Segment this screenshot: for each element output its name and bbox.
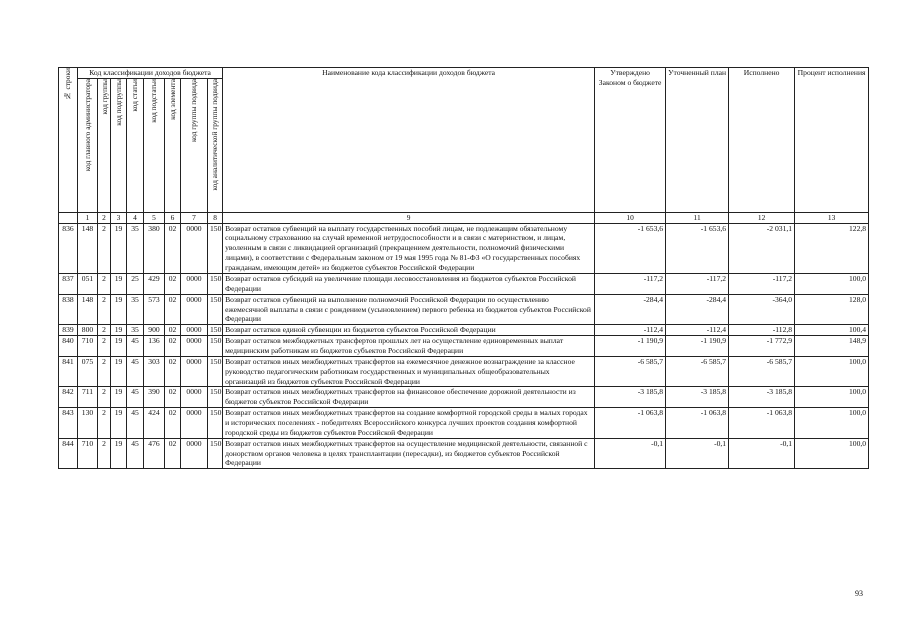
revenue-name: Возврат остатков субвенций на выполнение полномочий Российской Федерации по осуществлению ежемесячной выплаты в связи с рождением (усыновлением) первого ребенка из бюджетов субъектов Российской Федерации — [223, 294, 595, 325]
analytic-group-code: 150 — [208, 387, 223, 408]
revenue-name: Возврат остатков субсидий на увеличение площади лесовосстановления из бюджетов субъектов Российской Федерации — [223, 273, 595, 294]
header-approved: Утверждено Законом о бюджете — [595, 68, 666, 213]
table-row — [59, 387, 869, 408]
header-classification-group: Код классификации доходов бюджета — [78, 68, 223, 79]
group-code: 2 — [98, 294, 111, 325]
executed-amount: -1 063,8 — [729, 408, 795, 439]
subarticle-code: 429 — [144, 273, 165, 294]
admin-code: 711 — [78, 387, 98, 408]
header-article-code: код статьи — [127, 79, 144, 213]
column-number: 7 — [181, 213, 208, 224]
column-number: 2 — [98, 213, 111, 224]
revenue-name: Возврат остатков иных межбюджетных трансфертов на создание комфортной городской среды в малых городах и исторических поселениях - победителях Всероссийского конкурса лучших проектов создания комфортной городской среды из бюджетов субъектов Российской Федерации — [223, 408, 595, 439]
row-number: 844 — [59, 438, 78, 469]
subgroup-code: 19 — [111, 408, 127, 439]
admin-code: 800 — [78, 325, 98, 336]
subtype-group-code: 0000 — [181, 408, 208, 439]
analytic-group-code: 150 — [208, 336, 223, 357]
group-code: 2 — [98, 336, 111, 357]
element-code: 02 — [165, 325, 181, 336]
revenue-name: Возврат остатков межбюджетных трансфертов прошлых лет на осуществление единовременных выплат медицинским работникам из бюджетов субъектов Российской Федерации — [223, 336, 595, 357]
element-code: 02 — [165, 223, 181, 273]
refined-amount: -284,4 — [666, 294, 729, 325]
article-code: 45 — [127, 356, 144, 387]
execution-percent: 122,8 — [795, 223, 869, 273]
column-number: 11 — [666, 213, 729, 224]
subtype-group-code: 0000 — [181, 273, 208, 294]
approved-amount: -1 190,9 — [595, 336, 666, 357]
table-row — [59, 438, 869, 469]
refined-amount: -0,1 — [666, 438, 729, 469]
article-code: 35 — [127, 325, 144, 336]
header-name: Наименование кода классификации доходов бюджета — [223, 68, 595, 213]
execution-percent: 100,0 — [795, 356, 869, 387]
refined-amount: -1 190,9 — [666, 336, 729, 357]
header-subtype-group-code: код группы подвида — [181, 79, 208, 213]
subgroup-code: 19 — [111, 273, 127, 294]
header-subarticle-code: код подстатьи — [144, 79, 165, 213]
header-row-number: № строки — [59, 68, 78, 213]
column-number — [59, 213, 78, 224]
subtype-group-code: 0000 — [181, 387, 208, 408]
revenue-name: Возврат остатков иных межбюджетных трансфертов на ежемесячное денежное вознаграждение за классное руководство педагогическим работникам государственных и муниципальных общеобразовательных организаций из бюджетов субъектов Российской Федерации — [223, 356, 595, 387]
element-code: 02 — [165, 273, 181, 294]
admin-code: 148 — [78, 294, 98, 325]
approved-amount: -6 585,7 — [595, 356, 666, 387]
element-code: 02 — [165, 408, 181, 439]
executed-amount: -2 031,1 — [729, 223, 795, 273]
subgroup-code: 19 — [111, 438, 127, 469]
revenue-name: Возврат остатков иных межбюджетных трансфертов на осуществление медицинской деятельности, связанной с донорством органов человека в целях трансплантации (пересадки), из бюджетов субъектов Российской Федерации — [223, 438, 595, 469]
table-row — [59, 273, 869, 294]
subtype-group-code: 0000 — [181, 223, 208, 273]
table-row — [59, 325, 869, 336]
page-number: 93 — [855, 589, 863, 598]
admin-code: 710 — [78, 438, 98, 469]
budget-revenue-table — [58, 67, 869, 469]
execution-percent: 100,0 — [795, 273, 869, 294]
subarticle-code: 303 — [144, 356, 165, 387]
row-number: 839 — [59, 325, 78, 336]
refined-amount: -1 063,8 — [666, 408, 729, 439]
article-code: 35 — [127, 294, 144, 325]
approved-amount: -112,4 — [595, 325, 666, 336]
subgroup-code: 19 — [111, 223, 127, 273]
subarticle-code: 573 — [144, 294, 165, 325]
executed-amount: -364,0 — [729, 294, 795, 325]
subtype-group-code: 0000 — [181, 325, 208, 336]
executed-amount: -112,8 — [729, 325, 795, 336]
column-number: 4 — [127, 213, 144, 224]
admin-code: 130 — [78, 408, 98, 439]
row-number: 836 — [59, 223, 78, 273]
analytic-group-code: 150 — [208, 438, 223, 469]
approved-amount: -284,4 — [595, 294, 666, 325]
executed-amount: -0,1 — [729, 438, 795, 469]
refined-amount: -112,4 — [666, 325, 729, 336]
element-code: 02 — [165, 438, 181, 469]
article-code: 45 — [127, 408, 144, 439]
admin-code: 148 — [78, 223, 98, 273]
column-number: 6 — [165, 213, 181, 224]
subarticle-code: 390 — [144, 387, 165, 408]
subarticle-code: 900 — [144, 325, 165, 336]
header-refined: Уточненный план — [666, 68, 729, 213]
revenue-name: Возврат остатков иных межбюджетных трансфертов на финансовое обеспечение дорожной деятельности из бюджетов субъектов Российской Федерации — [223, 387, 595, 408]
column-number: 9 — [223, 213, 595, 224]
row-number: 837 — [59, 273, 78, 294]
subgroup-code: 19 — [111, 356, 127, 387]
subgroup-code: 19 — [111, 325, 127, 336]
header-admin-code: код главного администратора — [78, 79, 98, 213]
refined-amount: -6 585,7 — [666, 356, 729, 387]
group-code: 2 — [98, 325, 111, 336]
column-number: 10 — [595, 213, 666, 224]
admin-code: 051 — [78, 273, 98, 294]
row-number: 838 — [59, 294, 78, 325]
header-executed: Исполнено — [729, 68, 795, 213]
subarticle-code: 424 — [144, 408, 165, 439]
group-code: 2 — [98, 387, 111, 408]
approved-amount: -0,1 — [595, 438, 666, 469]
article-code: 45 — [127, 438, 144, 469]
article-code: 45 — [127, 336, 144, 357]
executed-amount: -1 772,9 — [729, 336, 795, 357]
execution-percent: 128,0 — [795, 294, 869, 325]
row-number: 840 — [59, 336, 78, 357]
column-number: 3 — [111, 213, 127, 224]
refined-amount: -1 653,6 — [666, 223, 729, 273]
group-code: 2 — [98, 408, 111, 439]
revenue-name: Возврат остатков субвенций на выплату государственных пособий лицам, не подлежащим обязательному социальному страхованию на случай временной нетрудоспособности и в связи с материнством, и лицам, уволенным в связи с ликвидацией организаций (прекращением деятельности, полномочий физическими лицами), в соответствии с Федеральным законом от 19 мая 1995 года № 81-ФЗ «О государственных пособиях гражданам, имеющим детей» из бюджетов субъектов Российской Федерации — [223, 223, 595, 273]
header-analytic-group-code: код аналитической группы подвида — [208, 79, 223, 213]
subgroup-code: 19 — [111, 387, 127, 408]
analytic-group-code: 150 — [208, 356, 223, 387]
group-code: 2 — [98, 223, 111, 273]
element-code: 02 — [165, 294, 181, 325]
execution-percent: 100,4 — [795, 325, 869, 336]
analytic-group-code: 150 — [208, 408, 223, 439]
subgroup-code: 19 — [111, 336, 127, 357]
subtype-group-code: 0000 — [181, 336, 208, 357]
header-group-code: код группы — [98, 79, 111, 213]
group-code: 2 — [98, 356, 111, 387]
element-code: 02 — [165, 336, 181, 357]
column-number: 13 — [795, 213, 869, 224]
element-code: 02 — [165, 387, 181, 408]
approved-amount: -3 185,8 — [595, 387, 666, 408]
execution-percent: 100,0 — [795, 387, 869, 408]
subtype-group-code: 0000 — [181, 356, 208, 387]
executed-amount: -3 185,8 — [729, 387, 795, 408]
execution-percent: 148,9 — [795, 336, 869, 357]
approved-amount: -117,2 — [595, 273, 666, 294]
approved-amount: -1 063,8 — [595, 408, 666, 439]
column-number: 8 — [208, 213, 223, 224]
article-code: 45 — [127, 387, 144, 408]
article-code: 25 — [127, 273, 144, 294]
table-row — [59, 294, 869, 325]
column-number: 5 — [144, 213, 165, 224]
table-row — [59, 356, 869, 387]
table-row — [59, 336, 869, 357]
admin-code: 710 — [78, 336, 98, 357]
execution-percent: 100,0 — [795, 408, 869, 439]
header-percent: Процент исполнения — [795, 68, 869, 213]
group-code: 2 — [98, 273, 111, 294]
row-number: 843 — [59, 408, 78, 439]
subtype-group-code: 0000 — [181, 438, 208, 469]
subtype-group-code: 0000 — [181, 294, 208, 325]
element-code: 02 — [165, 356, 181, 387]
column-number: 1 — [78, 213, 98, 224]
executed-amount: -117,2 — [729, 273, 795, 294]
table-row — [59, 223, 869, 273]
subgroup-code: 19 — [111, 294, 127, 325]
row-number: 841 — [59, 356, 78, 387]
analytic-group-code: 150 — [208, 294, 223, 325]
subarticle-code: 476 — [144, 438, 165, 469]
article-code: 35 — [127, 223, 144, 273]
header-subgroup-code: код подгруппы — [111, 79, 127, 213]
refined-amount: -117,2 — [666, 273, 729, 294]
admin-code: 075 — [78, 356, 98, 387]
table-row — [59, 408, 869, 439]
row-number: 842 — [59, 387, 78, 408]
execution-percent: 100,0 — [795, 438, 869, 469]
column-numbers-row — [59, 213, 869, 224]
revenue-name: Возврат остатков единой субвенции из бюджетов субъектов Российской Федерации — [223, 325, 595, 336]
analytic-group-code: 150 — [208, 273, 223, 294]
executed-amount: -6 585,7 — [729, 356, 795, 387]
group-code: 2 — [98, 438, 111, 469]
subarticle-code: 380 — [144, 223, 165, 273]
refined-amount: -3 185,8 — [666, 387, 729, 408]
analytic-group-code: 150 — [208, 223, 223, 273]
approved-amount: -1 653,6 — [595, 223, 666, 273]
analytic-group-code: 150 — [208, 325, 223, 336]
subarticle-code: 136 — [144, 336, 165, 357]
column-number: 12 — [729, 213, 795, 224]
header-element-code: код элемента — [165, 79, 181, 213]
